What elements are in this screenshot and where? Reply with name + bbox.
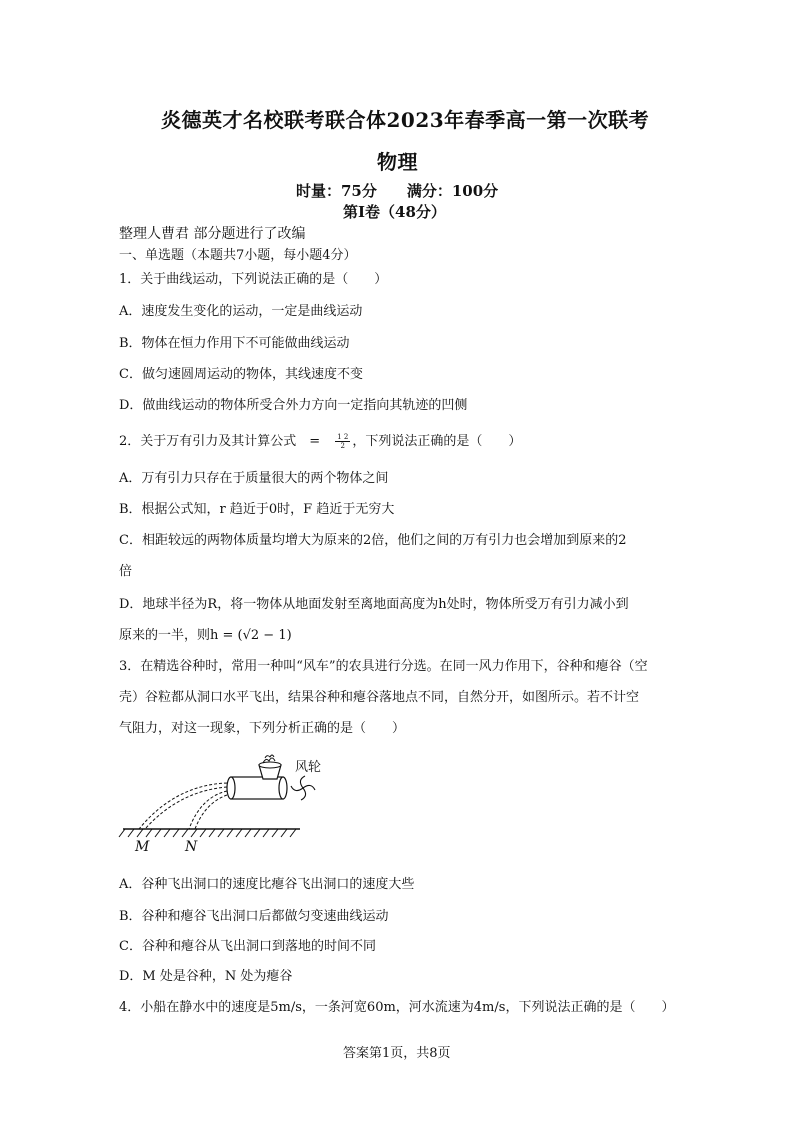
formula-denominator: 2 — [340, 442, 345, 450]
question-2-option-a: A．万有引力只存在于质量很大的两个物体之间 — [119, 471, 389, 486]
question-3-option-c: C．谷种和瘪谷从飞出洞口到落地的时间不同 — [119, 939, 376, 954]
wheel-label: 风轮 — [295, 760, 322, 775]
outlet-pipe — [227, 777, 287, 799]
question-1-option-a: A．速度发生变化的运动，一定是曲线运动 — [119, 304, 363, 319]
volume-label: 第Ⅰ卷（48分） — [343, 203, 446, 221]
exam-title: 炎德英才名校联考联合体2023年春季高一第一次联考 — [161, 108, 650, 132]
ground-hatching — [119, 829, 296, 837]
editor-note: 整理人曹君 部分题进行了改编 — [119, 226, 306, 242]
section-heading: 一、单选题（本题共7小题，每小题4分） — [119, 248, 357, 263]
question-2-option-b: B．根据公式知，r 趋近于0时，F 趋近于无穷大 — [119, 502, 395, 517]
trajectory-near — [189, 791, 227, 829]
question-3-option-a: A．谷种飞出洞口的速度比瘪谷飞出洞口的速度大些 — [119, 877, 415, 892]
question-3-option-b: B．谷种和瘪谷飞出洞口后都做匀变速曲线运动 — [119, 909, 389, 924]
question-2-option-c: C．相距较远的两物体质量均增大为原来的2倍，他们之间的万有引力也会增加到原来的2 — [119, 533, 627, 548]
time-info: 时量：75分 满分：100分 — [296, 182, 499, 200]
winnowing-figure — [115, 745, 330, 860]
subject-title: 物理 — [377, 150, 418, 174]
question-2-stem-prefix: 2．关于万有引力及其计算公式 = — [119, 434, 334, 449]
page-footer: 答案第1页，共8页 — [343, 1046, 451, 1061]
question-2-stem-suffix: ，下列说法正确的是（ ） — [352, 434, 522, 449]
fan-wheel-icon — [291, 776, 315, 800]
grain-hopper — [259, 755, 281, 779]
question-1-stem: 1．关于曲线运动，下列说法正确的是（ ） — [119, 272, 388, 287]
question-3-stem-line1: 3．在精选谷种时，常用一种叫“风车”的农具进行分选。在同一风力作用下，谷种和瘪谷（空 — [119, 659, 648, 674]
question-1-option-d: D．做曲线运动的物体所受合外力方向一定指向其轨迹的凹侧 — [119, 398, 468, 413]
question-1-option-b: B．物体在恒力作用下不可能做曲线运动 — [119, 336, 350, 351]
question-3-option-d: D．M 处是谷种，N 处为瘪谷 — [119, 969, 293, 984]
label-m: M — [135, 839, 150, 855]
question-4-stem: 4．小船在静水中的速度是5m/s，一条河宽60m，河水流速为4m/s，下列说法正确的是（ ） — [119, 1000, 675, 1015]
question-3-stem-line2: 壳）谷粒都从洞口水平飞出，结果谷种和瘪谷落地点不同，自然分开，如图所示。若不计空 — [119, 690, 640, 705]
question-3-stem-line3: 气阻力，对这一现象，下列分析正确的是（ ） — [119, 721, 406, 736]
question-2-option-d-cont: 原来的一半，则h = (√2 − 1) — [119, 628, 292, 643]
question-1-option-c: C．做匀速圆周运动的物体，其线速度不变 — [119, 367, 363, 382]
trajectory-far — [139, 783, 227, 829]
question-2-stem — [119, 430, 521, 450]
question-2-option-d: D．地球半径为R，将一物体从地面发射至离地面高度为h处时，物体所受万有引力减小到 — [119, 597, 629, 612]
question-2-option-c-cont: 倍 — [119, 564, 133, 579]
formula-fraction — [335, 433, 350, 450]
label-n: N — [185, 839, 198, 855]
formula-numerator: 1 2 — [337, 433, 349, 441]
